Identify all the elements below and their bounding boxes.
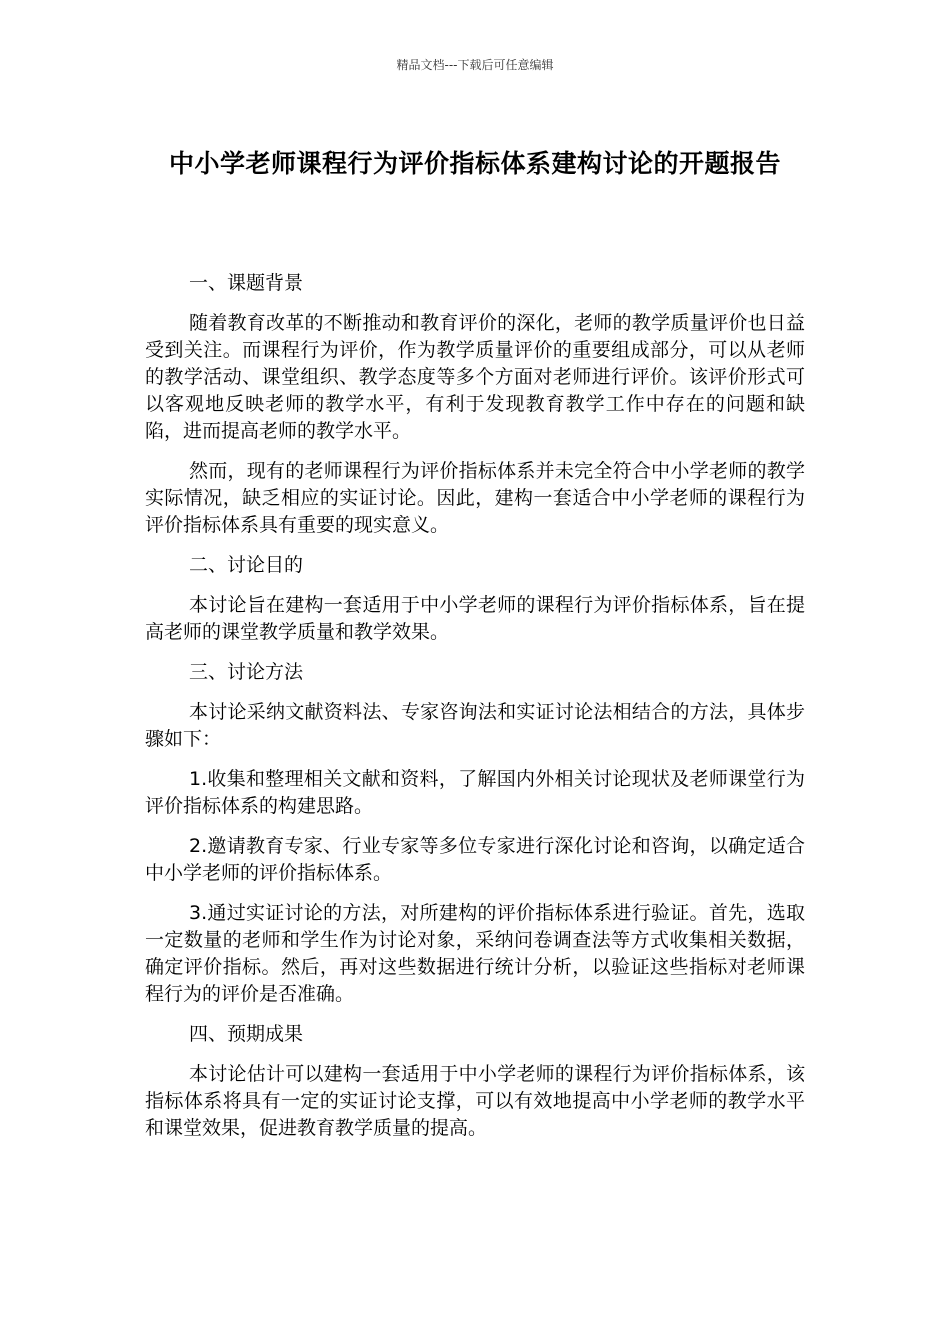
paragraph: 然而，现有的老师课程行为评价指标体系并未完全符合中小学老师的教学实际情况，缺乏相应的实证讨论。因此，建构一套适合中小学老师的课程行为评价指标体系具有重要的现实意义。	[145, 460, 805, 536]
document-title: 中小学老师课程行为评价指标体系建构讨论的开题报告	[168, 149, 781, 178]
section-heading-purpose: 二、讨论目的	[189, 554, 304, 576]
section-heading-expected-results: 四、预期成果	[189, 1023, 304, 1045]
paragraph: 本讨论采纳文献资料法、专家咨询法和实证讨论法相结合的方法，具体步骤如下：	[145, 701, 805, 750]
paragraph: 本讨论估计可以建构一套适用于中小学老师的课程行为评价指标体系，该指标体系将具有一定的实证讨论支撑，可以有效地提高中小学老师的教学水平和课堂效果，促进教育教学质量的提高。	[145, 1063, 805, 1139]
document-body	[145, 270, 805, 1155]
list-item: 3.通过实证讨论的方法，对所建构的评价指标体系进行验证。首先，选取一定数量的老师和学生作为讨论对象，采纳问卷调查法等方式收集相关数据，确定评价指标。然后，再对这些数据进行统计分析，以验证这些指标对老师课程行为的评价是否准确。	[145, 902, 805, 1005]
list-item: 1.收集和整理相关文献和资料，了解国内外相关讨论现状及老师课堂行为评价指标体系的构建思路。	[145, 768, 805, 817]
paragraph: 本讨论旨在建构一套适用于中小学老师的课程行为评价指标体系，旨在提高老师的课堂教学质量和教学效果。	[145, 594, 805, 643]
page-header: 精品文档---下载后可任意编辑	[396, 58, 554, 72]
paragraph: 随着教育改革的不断推动和教育评价的深化，老师的教学质量评价也日益受到关注。而课程行为评价，作为教学质量评价的重要组成部分，可以从老师的教学活动、课堂组织、教学态度等多个方面对老师进行评价。该评价形式可以客观地反映老师的教学水平，有利于发现教育教学工作中存在的问题和缺陷，进而提高老师的教学水平。	[145, 312, 805, 442]
list-item: 2.邀请教育专家、行业专家等多位专家进行深化讨论和咨询，以确定适合中小学老师的评价指标体系。	[145, 835, 805, 884]
section-heading-background: 一、课题背景	[189, 272, 304, 294]
section-heading-method: 三、讨论方法	[189, 661, 304, 683]
